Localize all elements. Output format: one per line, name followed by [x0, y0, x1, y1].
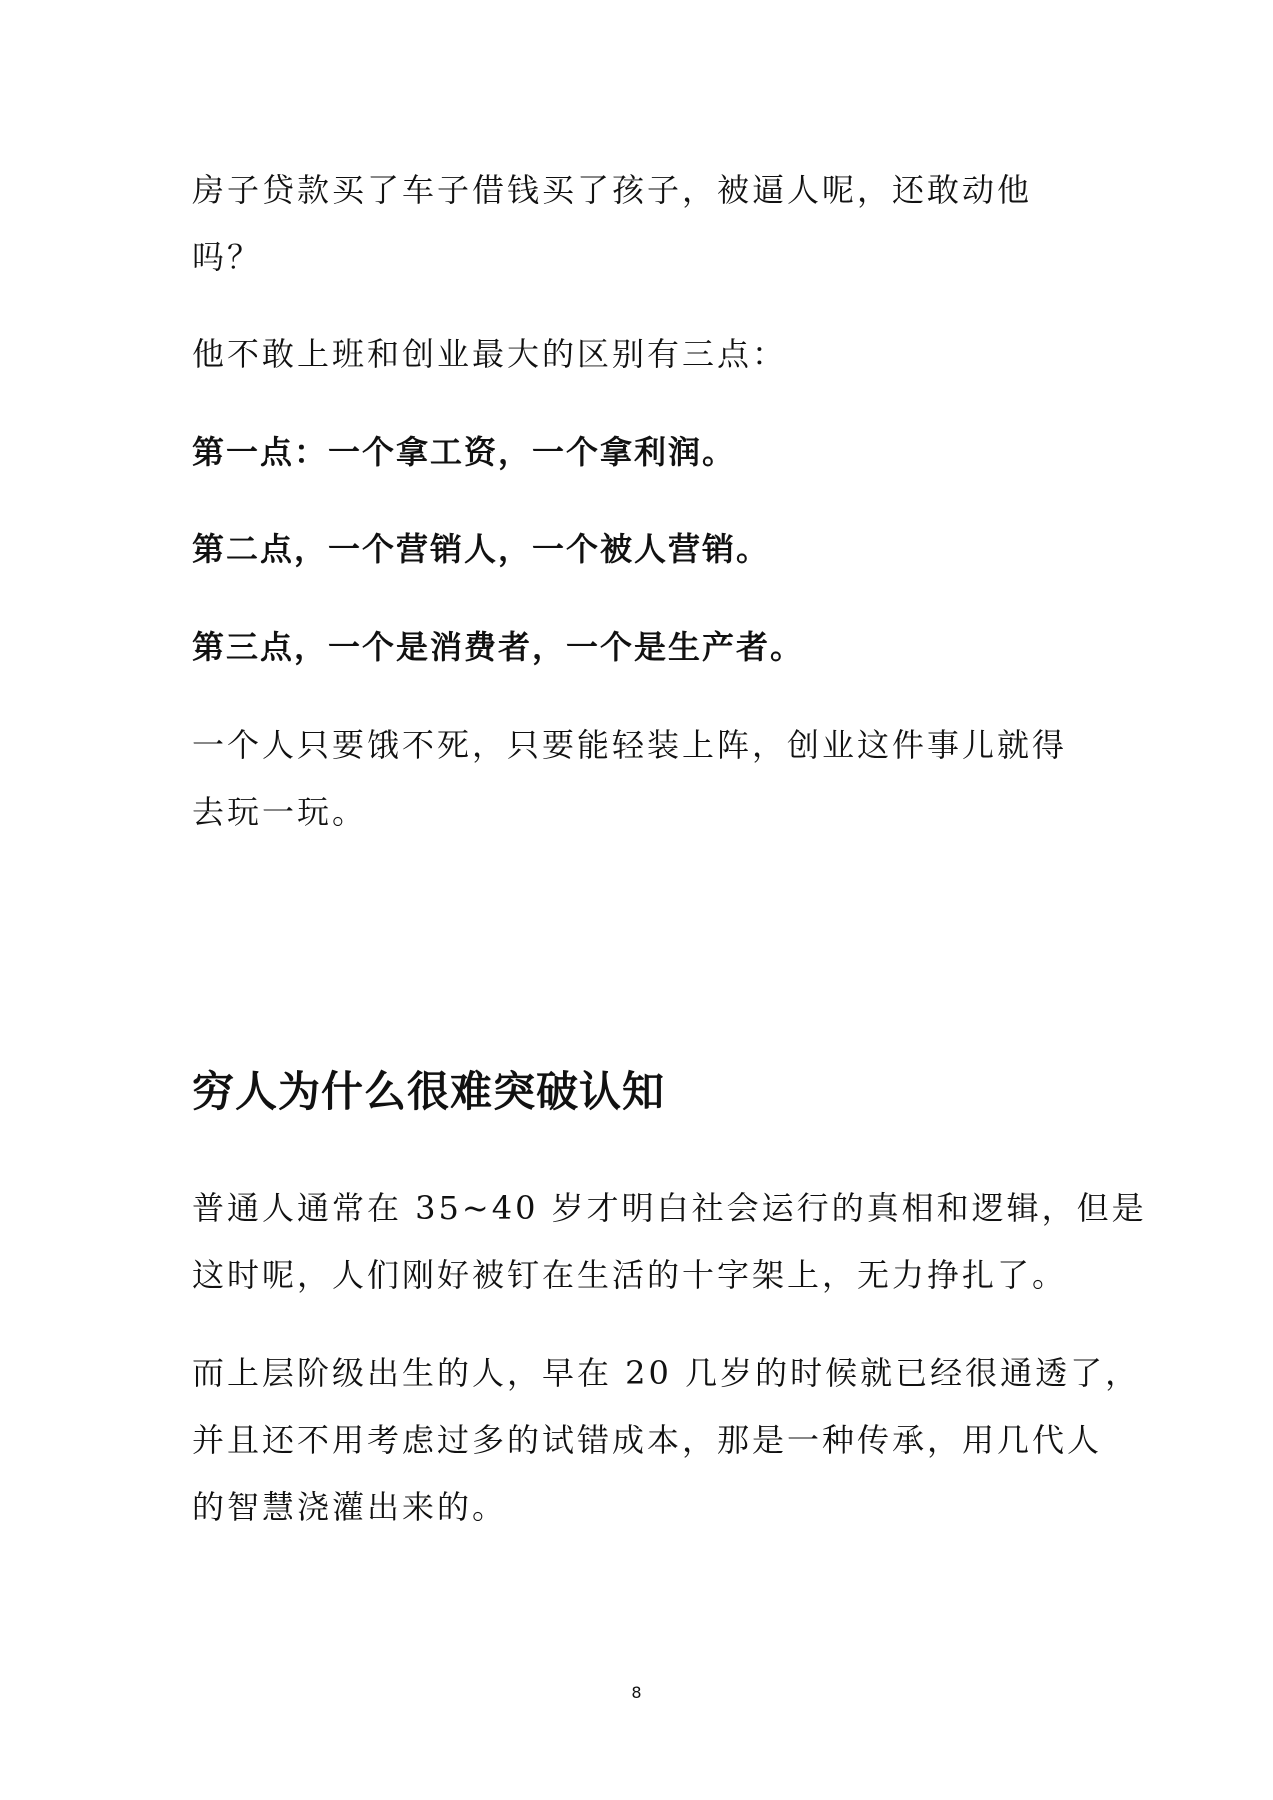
paragraph-3-line-1: 一个人只要饿不死，只要能轻装上阵，创业这件事儿就得	[192, 726, 1068, 764]
paragraph-1-line-1: 房子贷款买了车子借钱买了孩子，被逼人呢，还敢动他	[192, 171, 1033, 209]
paragraph-3-line-2: 去玩一玩。	[192, 793, 368, 831]
paragraph-2-line-1: 他不敢上班和创业最大的区别有三点：	[192, 335, 788, 373]
section-paragraph-2-line-1: 而上层阶级出生的人，早在 20 几岁的时候就已经很通透了，	[192, 1354, 1141, 1392]
section-paragraph-1-line-2: 这时呢，人们刚好被钉在生活的十字架上，无力挣扎了。	[192, 1256, 1068, 1294]
point-3: 第三点，一个是消费者，一个是生产者。	[192, 628, 805, 666]
point-1: 第一点：一个拿工资，一个拿利润。	[192, 433, 737, 471]
paragraph-1-line-2: 吗？	[192, 238, 263, 276]
section-paragraph-2-line-2: 并且还不用考虑过多的试错成本，那是一种传承，用几代人	[192, 1421, 1103, 1459]
section-heading: 穷人为什么很难突破认知	[192, 1067, 666, 1116]
section-paragraph-1-line-1: 普通人通常在 35~40 岁才明白社会运行的真相和逻辑，但是	[192, 1189, 1147, 1227]
section-paragraph-2-line-3: 的智慧浇灌出来的。	[192, 1488, 508, 1526]
point-2: 第二点，一个营销人，一个被人营销。	[192, 530, 771, 568]
page-number: 8	[631, 1683, 642, 1702]
